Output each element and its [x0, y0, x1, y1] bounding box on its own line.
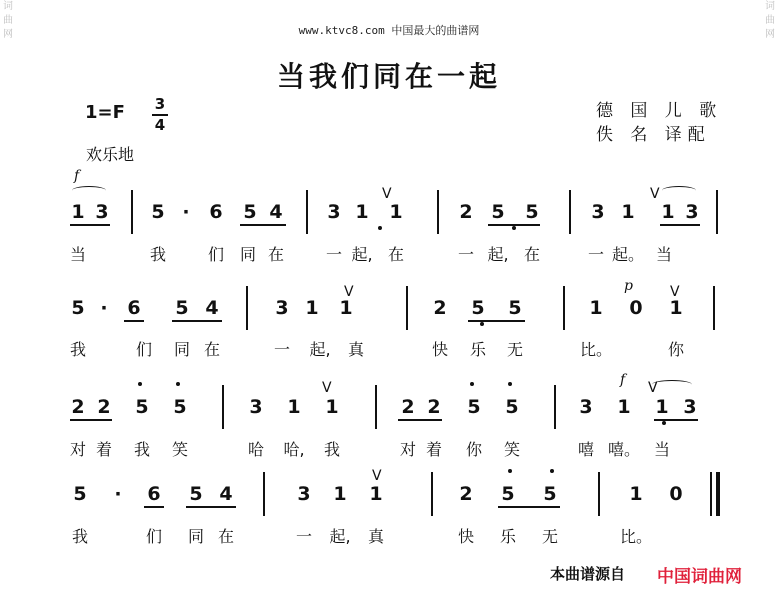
lyric: 起。 — [611, 245, 645, 264]
dot-duration: · — [100, 297, 108, 319]
note: 1 — [339, 297, 353, 319]
lyric: 一 — [587, 245, 605, 264]
barline — [406, 286, 408, 330]
lyric: 我 — [133, 440, 151, 459]
octave-dot — [470, 382, 474, 386]
dot-duration: · — [114, 483, 122, 505]
note: 2 — [427, 396, 441, 418]
octave-dot — [378, 226, 382, 230]
note: 3 — [275, 297, 289, 319]
note: 4 — [219, 483, 233, 505]
slur — [652, 380, 692, 389]
underline-beam — [124, 320, 144, 322]
lyric: 一 — [295, 527, 313, 546]
note: 1 — [369, 483, 383, 505]
lyric: 着 — [95, 440, 113, 459]
lyric: 笑 — [171, 440, 189, 459]
slur — [72, 186, 106, 195]
lyric: 一 — [273, 340, 291, 359]
underline-beam — [70, 419, 112, 421]
time-signature-top: 3 — [154, 95, 166, 113]
underline-beam — [498, 506, 560, 508]
barline — [598, 472, 600, 516]
lyric: 当 — [655, 245, 673, 264]
note: 3 — [297, 483, 311, 505]
dynamic-mark: f — [620, 372, 626, 388]
lyric: 起, — [487, 245, 509, 264]
lyric: 同 — [173, 340, 191, 359]
lyric: 乐 — [469, 340, 487, 359]
credit-origin: 德 国 儿 歌 — [596, 101, 723, 121]
barline — [375, 385, 377, 429]
octave-dot — [512, 226, 516, 230]
lyric: 同 — [239, 245, 257, 264]
lyric: 比。 — [579, 340, 613, 359]
breath-mark: V — [344, 284, 354, 300]
note: 1 — [71, 201, 85, 223]
barline — [710, 472, 712, 516]
lyric: 对 — [399, 440, 417, 459]
note: 4 — [269, 201, 283, 223]
barline — [246, 286, 248, 330]
lyric: 在 — [267, 245, 285, 264]
barline — [306, 190, 308, 234]
note: 1 — [325, 396, 339, 418]
barline — [131, 190, 133, 234]
note: 3 — [249, 396, 263, 418]
lyric: 一 — [457, 245, 475, 264]
barline — [263, 472, 265, 516]
note: 5 — [525, 201, 539, 223]
note: 2 — [401, 396, 415, 418]
lyric: 一 — [325, 245, 343, 264]
breath-mark: V — [382, 186, 392, 202]
final-barline — [716, 472, 720, 516]
note: 1 — [629, 483, 643, 505]
note: 3 — [683, 396, 697, 418]
dynamic-mark: f — [74, 168, 80, 184]
credit-translator: 佚 名 译配 — [596, 125, 711, 145]
note: 1 — [389, 201, 403, 223]
note: 6 — [127, 297, 141, 319]
lyric: 在 — [203, 340, 221, 359]
note: 2 — [71, 396, 85, 418]
underline-beam — [468, 320, 525, 322]
octave-dot — [662, 421, 666, 425]
note: 5 — [189, 483, 203, 505]
lyric: 起, — [351, 245, 373, 264]
octave-dot — [480, 322, 484, 326]
barline — [716, 190, 718, 234]
lyric: 们 — [135, 340, 153, 359]
lyric: 真 — [367, 527, 385, 546]
time-signature-bottom: 4 — [154, 116, 166, 134]
note: 3 — [685, 201, 699, 223]
note: 5 — [173, 396, 187, 418]
breath-mark: V — [670, 284, 680, 300]
lyric: 们 — [145, 527, 163, 546]
note: 5 — [505, 396, 519, 418]
note: 0 — [629, 297, 643, 319]
brand-link[interactable]: 中国词曲网 — [657, 567, 742, 587]
note: 3 — [327, 201, 341, 223]
note: 5 — [151, 201, 165, 223]
lyric: 你 — [667, 340, 685, 359]
lyric: 在 — [387, 245, 405, 264]
note: 5 — [135, 396, 149, 418]
lyric: 哈, — [283, 440, 305, 459]
time-signature — [152, 96, 168, 134]
barline — [563, 286, 565, 330]
lyric: 同 — [187, 527, 205, 546]
lyric: 哈 — [247, 440, 265, 459]
lyric: 快 — [457, 527, 475, 546]
lyric: 快 — [431, 340, 449, 359]
site-header[interactable]: www.ktvc8.com 中国最大的曲谱网 — [298, 24, 480, 37]
underline-beam — [240, 224, 286, 226]
note: 2 — [433, 297, 447, 319]
note: 3 — [591, 201, 605, 223]
octave-dot — [508, 382, 512, 386]
barline — [222, 385, 224, 429]
note: 1 — [661, 201, 675, 223]
note: 1 — [355, 201, 369, 223]
lyric: 我 — [71, 527, 89, 546]
barline — [569, 190, 571, 234]
lyric: 我 — [69, 340, 87, 359]
note: 5 — [71, 297, 85, 319]
note: 1 — [669, 297, 683, 319]
lyric: 嘻 — [577, 440, 595, 459]
octave-dot — [138, 382, 142, 386]
song-title: 当我们同在一起 — [276, 60, 501, 93]
barline — [713, 286, 715, 330]
underline-beam — [398, 419, 442, 421]
underline-beam — [654, 419, 698, 421]
note: 5 — [491, 201, 505, 223]
note: 3 — [95, 201, 109, 223]
note: 5 — [467, 396, 481, 418]
underline-beam — [144, 506, 164, 508]
note: 6 — [209, 201, 223, 223]
note: 5 — [175, 297, 189, 319]
lyric: 在 — [523, 245, 541, 264]
slur — [662, 186, 696, 195]
note: 1 — [655, 396, 669, 418]
note: 5 — [73, 483, 87, 505]
note: 5 — [471, 297, 485, 319]
barline — [437, 190, 439, 234]
underline-beam — [186, 506, 236, 508]
lyric: 我 — [149, 245, 167, 264]
octave-dot — [550, 469, 554, 473]
watermark-right: 词 曲 网 — [765, 1, 775, 40]
lyric: 真 — [347, 340, 365, 359]
note: 4 — [205, 297, 219, 319]
underline-beam — [660, 224, 700, 226]
lyric: 起, — [309, 340, 331, 359]
note: 1 — [589, 297, 603, 319]
note: 1 — [305, 297, 319, 319]
note: 2 — [97, 396, 111, 418]
note: 1 — [287, 396, 301, 418]
octave-dot — [176, 382, 180, 386]
lyric: 对 — [69, 440, 87, 459]
lyric: 当 — [69, 245, 87, 264]
lyric: 笑 — [503, 440, 521, 459]
dynamic-mark: p — [624, 278, 633, 294]
note: 0 — [669, 483, 683, 505]
note: 1 — [621, 201, 635, 223]
lyric: 你 — [465, 440, 483, 459]
breath-mark: V — [648, 380, 658, 396]
note: 5 — [543, 483, 557, 505]
lyric: 们 — [207, 245, 225, 264]
breath-mark: V — [650, 186, 660, 202]
note: 5 — [508, 297, 522, 319]
note: 5 — [243, 201, 257, 223]
lyric: 无 — [541, 527, 559, 546]
dot-duration: · — [182, 201, 190, 223]
lyric: 在 — [217, 527, 235, 546]
octave-dot — [508, 469, 512, 473]
note: 1 — [333, 483, 347, 505]
note: 3 — [579, 396, 593, 418]
lyric: 嘻。 — [607, 440, 641, 459]
barline — [431, 472, 433, 516]
lyric: 乐 — [499, 527, 517, 546]
underline-beam — [70, 224, 110, 226]
watermark-left: 词 曲 网 — [3, 1, 13, 40]
note: 5 — [501, 483, 515, 505]
underline-beam — [172, 320, 222, 322]
lyric: 比。 — [619, 527, 653, 546]
lyric: 当 — [653, 440, 671, 459]
source-label: 本曲谱源自 — [550, 565, 626, 583]
lyric: 着 — [425, 440, 443, 459]
note: 6 — [147, 483, 161, 505]
breath-mark: V — [322, 380, 332, 396]
note: 1 — [617, 396, 631, 418]
lyric: 起, — [329, 527, 351, 546]
note: 2 — [459, 483, 473, 505]
barline — [554, 385, 556, 429]
breath-mark: V — [372, 468, 382, 484]
note: 2 — [459, 201, 473, 223]
lyric: 我 — [323, 440, 341, 459]
tempo-marking: 欢乐地 — [86, 145, 135, 164]
key-signature: 1=F — [85, 102, 125, 123]
lyric: 无 — [506, 340, 524, 359]
